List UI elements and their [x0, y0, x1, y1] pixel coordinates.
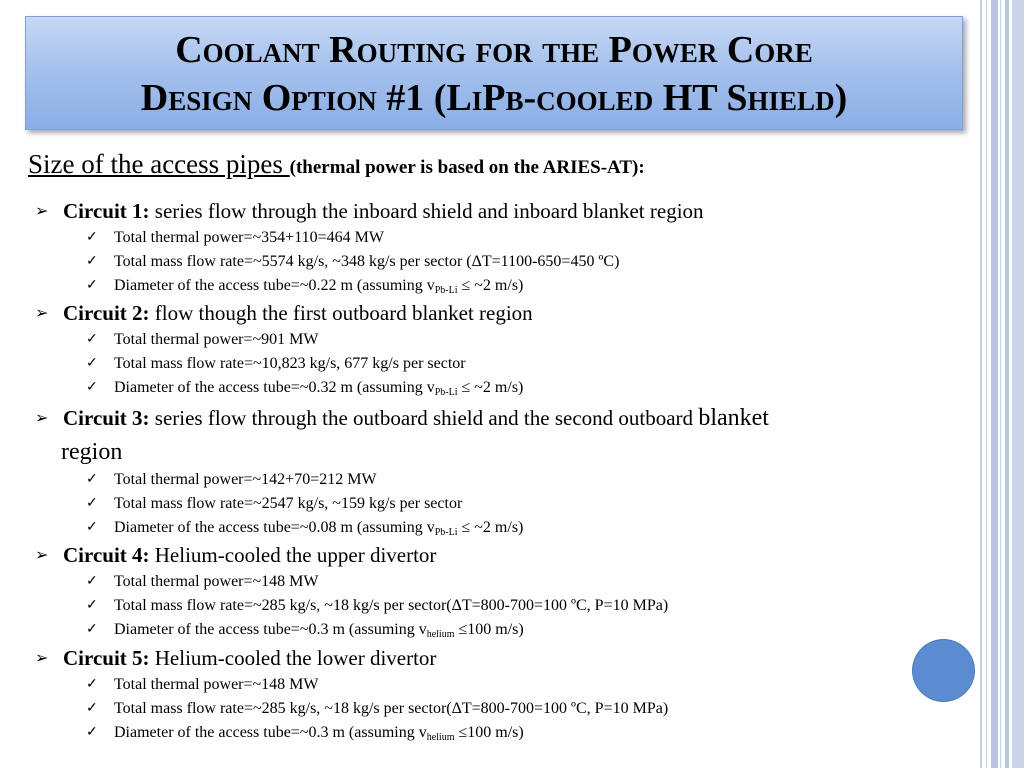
decor-stripe [1005, 0, 1009, 768]
circuit-label: Circuit 5: [63, 646, 150, 670]
check-icon: ✓ [86, 380, 98, 395]
circuit-label: Circuit 1: [63, 199, 150, 223]
circuit-desc: flow though the first outboard blanket region [149, 301, 533, 325]
detail-text: Total thermal power=~354+110=464 MW [114, 229, 384, 246]
check-icon: ✓ [86, 622, 98, 637]
detail-text: Total thermal power=~148 MW [114, 573, 319, 590]
slide-title-line-1: Coolant Routing for the Power Core [175, 29, 813, 71]
section-heading-note: (thermal power is based on the ARIES-AT): [289, 157, 645, 178]
arrow-bullet-icon: ➢ [35, 305, 49, 322]
check-icon: ✓ [86, 278, 98, 293]
circuit-label: Circuit 4: [63, 543, 150, 567]
decor-stripe [1000, 0, 1001, 768]
circuit-desc-emphasis: blanket [698, 405, 769, 431]
arrow-bullet-icon: ➢ [35, 547, 49, 564]
arrow-bullet-icon: ➢ [35, 650, 49, 667]
circuit-label: Circuit 2: [63, 301, 150, 325]
detail-text: Diameter of the access tube=~0.3 m (assuming $v_{helium} \le 100$ m/s) [114, 621, 524, 640]
detail-text: Total mass flow rate=~2547 kg/s, ~159 kg/s per sector [114, 495, 463, 512]
circuit-3-item [61, 403, 943, 465]
detail-text: Total mass flow rate=~10,823 kg/s, 677 kg/s per sector [114, 355, 466, 372]
decor-circle [913, 640, 974, 701]
detail-text: Total thermal power=~148 MW [114, 676, 319, 693]
circuit-desc: series flow through the outboard shield and the second outboard [149, 406, 699, 430]
circuit-desc: Helium-cooled the upper divertor [149, 543, 437, 567]
check-icon: ✓ [86, 574, 98, 589]
section-heading-main: Size of the access pipes [28, 149, 290, 179]
check-icon: ✓ [86, 496, 98, 511]
decor-stripe [991, 0, 998, 768]
detail-text: Total thermal power=~901 MW [114, 331, 319, 348]
detail-text: Diameter of the access tube=~0.22 m (assuming $v_{Pb-Li}$ ≤ ~2 m/s) [114, 277, 524, 296]
circuit-desc: Helium-cooled the lower divertor [149, 646, 437, 670]
detail-text: Total thermal power=~142+70=212 MW [114, 471, 377, 488]
detail-text: Total mass flow rate=~285 kg/s, ~18 kg/s per sector(ΔT=800-700=100 ºC, P=10 MPa) [114, 700, 669, 717]
detail-text: Total mass flow rate=~285 kg/s, ~18 kg/s per sector(ΔT=800-700=100 ºC, P=10 MPa) [114, 597, 669, 614]
check-icon: ✓ [86, 230, 98, 245]
check-icon: ✓ [86, 332, 98, 347]
section-heading [28, 149, 645, 180]
check-icon: ✓ [86, 725, 98, 740]
circuit-desc-continued: region [61, 439, 123, 465]
check-icon: ✓ [86, 356, 98, 371]
arrow-bullet-icon: ➢ [35, 203, 49, 220]
arrow-bullet-icon: ➢ [35, 410, 49, 427]
check-icon: ✓ [86, 701, 98, 716]
decor-stripe [1012, 0, 1024, 768]
check-icon: ✓ [86, 254, 98, 269]
check-icon: ✓ [86, 520, 98, 535]
detail-text: Total mass flow rate=~5574 kg/s, ~348 kg/s per sector (ΔT=1100-650=450 ºC) [114, 253, 620, 270]
check-icon: ✓ [86, 472, 98, 487]
decor-stripe [986, 0, 987, 768]
detail-text: Diameter of the access tube=~0.3 m (assuming $v_{helium} \le 100$ m/s) [114, 724, 524, 743]
detail-text: Diameter of the access tube=~0.32 m (assuming $v_{Pb-Li}$ ≤ ~2 m/s) [114, 379, 524, 398]
slide-title-box [25, 16, 963, 130]
check-icon: ✓ [86, 598, 98, 613]
circuit-label: Circuit 3: [63, 406, 150, 430]
slide-title-line-2: Design Option #1 (LiPb-cooled HT Shield) [140, 77, 848, 119]
check-icon: ✓ [86, 677, 98, 692]
circuit-desc: series flow through the inboard shield and inboard blanket region [149, 199, 704, 223]
detail-text: Diameter of the access tube=~0.08 m (assuming $v_{Pb-Li}$ ≤ ~2 m/s) [114, 519, 524, 538]
decor-stripe [980, 0, 982, 768]
